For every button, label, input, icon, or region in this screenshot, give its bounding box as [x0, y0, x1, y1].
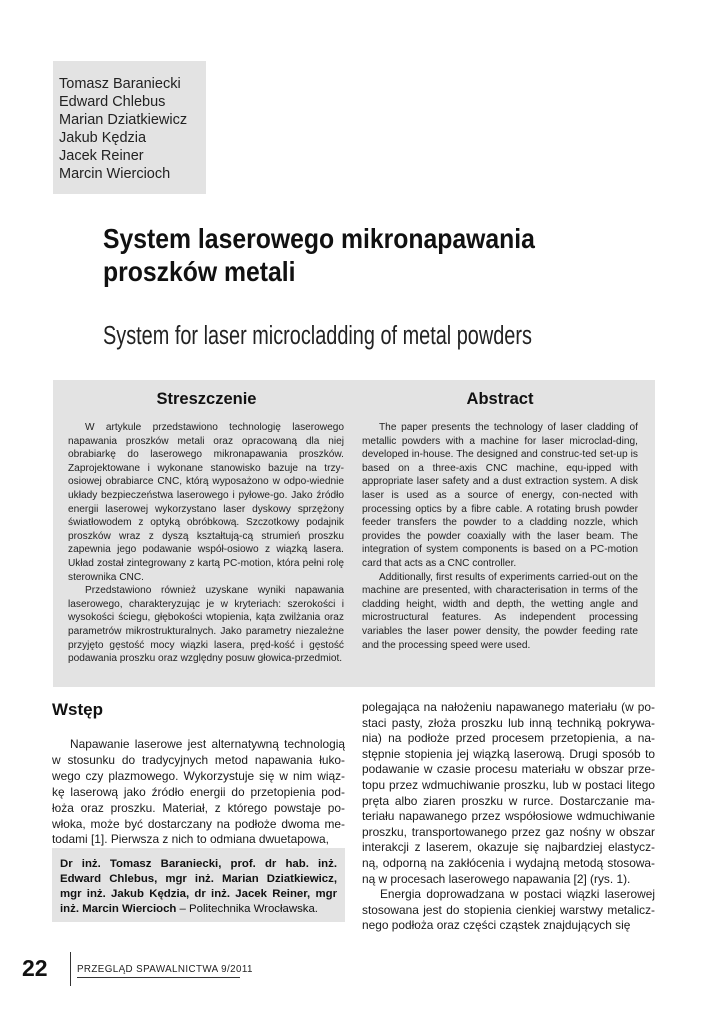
author-name: Jakub Kędzia	[59, 130, 147, 146]
page-number: 22	[22, 955, 48, 981]
affiliation-institution: – Politechnika Wrocławska.	[176, 903, 318, 915]
authors-box	[53, 61, 206, 194]
body-paragraph: Napawanie laserowe jest alternatywną technologią w stosunku do tradycyjnych metod napawania łuko-wego czy plazmowego. Wykorzystuje się w nim wiąz-kę laserową jako źródło energii do przetopienia pod-łoża oraz proszku. Materiał, z którego powstaje po-włoka, może być dostarczany na podłoże dwoma me-todami [1]. Pierwsza z nich to odmiana dwuetapowa,	[52, 737, 345, 847]
author-name: Marian Dziatkiewicz	[59, 112, 188, 128]
body-paragraph: polegająca na nałożeniu napawanego materiału (w po-staci pasty, złoża proszku lub inną techniką pokrywa-nia) na podłoże przed procesem przetopienia, a na-stępnie stopienia jej wiązką laserową. Drugi sposób to podawanie w czasie procesu materiału w obszar prze-topu przez wdmuchiwanie proszku, lub w postaci litego pręta albo ziaren proszku w rurce. Dostarczanie ma-teriału napawanego przez współosiowe wdmuchiwanie proszku, transportowanego przez gaz nośny w obszar interakcji z laserem, okazuje się najbardziej elastycz-ną, odporną na zakłócenia i wydajną metodą stosowa-ną w procesach laserowego napawania [2] (rys. 1).	[362, 700, 655, 886]
streszczenie-paragraph: W artykule przedstawiono technologię laserowego napawania proszków metali oraz opracowaną dla niej obrabiarkę do laserowego mikronapawania proszków. Zaprojektowane i wykonane stanowisko bazuje na trzy-osiowej obrabiarce CNC, którą wyposażono w odpo-wiednie układy bezpieczeństwa laserowego i pyłowe-go. Jako źródło energii laserowej wykorzystano laser dyskowy sprzężony światłowodem z optyką obróbkową. Szczotkowy podajnik proszków wraz z dyszą kształtują-cą strumień proszku zapewnia jego podawanie współ-osiowo z wiązką lasera. Układ został zintegrowany z kartą PC-motion, która pełni rolę sterownika CNC.	[68, 422, 344, 583]
streszczenie-paragraph: Przedstawiono również uzyskane wyniki napawania laserowego, charakteryzując je w kryteriach: szerokości i wysokości ściegu, głębokości wtopienia, kąta zwilżania oraz parametrów mikrostrukturalnych. Jako parametry niezależne przyjęto gęstość mocy wiązki lasera, pręd-kość i gęstość podawania proszku oraz względny posuw głowica-przedmiot.	[68, 585, 344, 665]
affiliation-box	[52, 848, 345, 922]
abstract-box	[53, 380, 655, 687]
journal-name: PRZEGLĄD SPAWALNICTWA 9/2011	[77, 964, 253, 975]
section-heading: Wstęp	[52, 700, 103, 719]
abstract-paragraph: Additionally, first results of experiments carried-out on the machine are presented, with characterisation in terms of the cladding height, width and depth, the wetting angle and microstructural features. As independent processing variables the laser power density, the powder feeding rate and the processing speed were used.	[362, 571, 638, 651]
body-column-right	[362, 700, 655, 934]
author-name: Tomasz Baraniecki	[59, 76, 181, 92]
article-title: System laserowego mikronapawania proszków metali	[103, 223, 535, 287]
abstract-paragraph: The paper presents the technology of laser cladding of metallic powders with a machine for laser microclad-ding, developed in-house. The designed and construc-ted set-up is based on a three-axis CNC machine, equ-ipped with appropriate laser safety and a dust extraction system. A disk laser is used as a source of energy, con-nected with processing optics by a fibre cable. A rotating brush powder feeder transfers the powder to a cladding nozzle, which provides the powder coaxially with the laser beam. The integration of system components is based on a PC-motion card that acts as a CNC controller.	[362, 422, 638, 569]
author-name: Edward Chlebus	[59, 94, 166, 110]
article-subtitle: System for laser microcladding of metal powders	[103, 322, 532, 350]
body-column-left	[52, 737, 345, 848]
footer-rule	[77, 977, 240, 978]
affiliation-names: Dr inż. Tomasz Baraniecki, prof. dr hab. inż. Edward Chlebus, mgr inż. Marian Dziatkiewicz, mgr inż. Jakub Kędzia, dr inż. Jacek Reiner, mgr inż. Marcin Wiercioch	[60, 858, 337, 915]
streszczenie-text	[68, 421, 344, 666]
abstract-text	[362, 421, 638, 652]
streszczenie-heading: Streszczenie	[156, 390, 257, 408]
abstract-heading: Abstract	[466, 390, 534, 408]
footer-divider	[70, 952, 71, 986]
body-paragraph: Energia doprowadzana w postaci wiązki laserowej stosowana jest do stopienia cienkiej warstwy metalicz-nego podłoża oraz części cząstek znajdujących się	[362, 887, 655, 933]
author-name: Marcin Wiercioch	[59, 166, 171, 182]
author-name: Jacek Reiner	[59, 148, 144, 164]
